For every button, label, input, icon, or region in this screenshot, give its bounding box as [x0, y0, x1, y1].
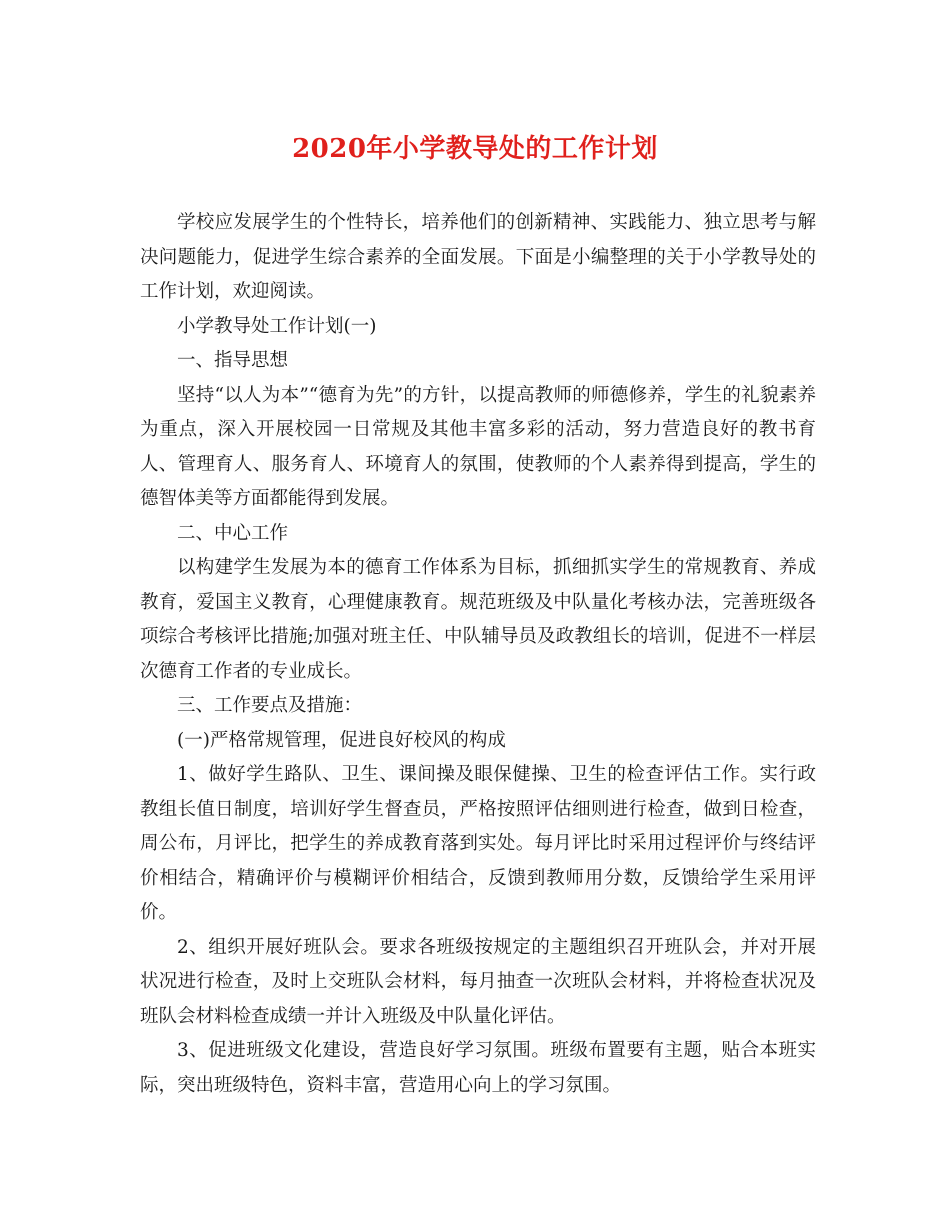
paragraph-item-2: 2、组织开展好班队会。要求各班级按规定的主题组织召开班队会，并对开展状况进行检查，及时上交班队会材料，每月抽查一次班队会材料，并将检查状况及班队会材料检查成绩一并计入班级及中队量化评估。: [140, 936, 816, 1027]
paragraph-intro: 学校应发展学生的个性特长，培养他们的创新精神、实践能力、独立思考与解决问题能力，促进学生综合素养的全面发展。下面是小编整理的关于小学教导处的工作计划，欢迎阅读。: [140, 212, 816, 302]
section-heading-guiding-ideology: 一、指导思想: [177, 350, 289, 371]
section-heading-work-points: 三、工作要点及措施：: [177, 695, 363, 716]
document-body: [140, 206, 816, 1103]
section-heading-plan-one: 小学教导处工作计划(一): [177, 315, 377, 337]
subsection-heading-routine-management: (一)严格常规管理，促进良好校风的构成: [177, 729, 506, 751]
document-title: 2020年小学教导处的工作计划: [292, 134, 658, 164]
paragraph-item-3: 3、促进班级文化建设，营造良好学习氛围。班级布置要有主题，贴合本班实际，突出班级特色，资料丰富，营造用心向上的学习氛围。: [140, 1040, 816, 1096]
paragraph-guiding-ideology: 坚持“以人为本”“德育为先”的方针，以提高教师的师德修养，学生的礼貌素养为重点，深入开展校园一日常规及其他丰富多彩的活动，努力营造良好的教书育人、管理育人、服务育人、环境育人的氛围，使教师的个人素养得到提高，学生的德智体美等方面都能得到发展。: [140, 384, 816, 509]
paragraph-central-work: 以构建学生发展为本的德育工作体系为目标，抓细抓实学生的常规教育、养成教育，爱国主义教育，心理健康教育。规范班级及中队量化考核办法，完善班级各项综合考核评比措施;加强对班主任、中队辅导员及政教组长的培训，促进不一样层次德育工作者的专业成长。: [140, 557, 816, 682]
section-heading-central-work: 二、中心工作: [177, 522, 289, 544]
paragraph-item-1: 1、做好学生路队、卫生、课间操及眼保健操、卫生的检查评估工作。实行政教组长值日制度，培训好学生督查员，严格按照评估细则进行检查，做到日检查，周公布，月评比，把学生的养成教育落到实处。每月评比时采用过程评价与终结评价相结合，精确评价与模糊评价相结合，反馈到教师用分数，反馈给学生采用评价。: [140, 764, 816, 923]
